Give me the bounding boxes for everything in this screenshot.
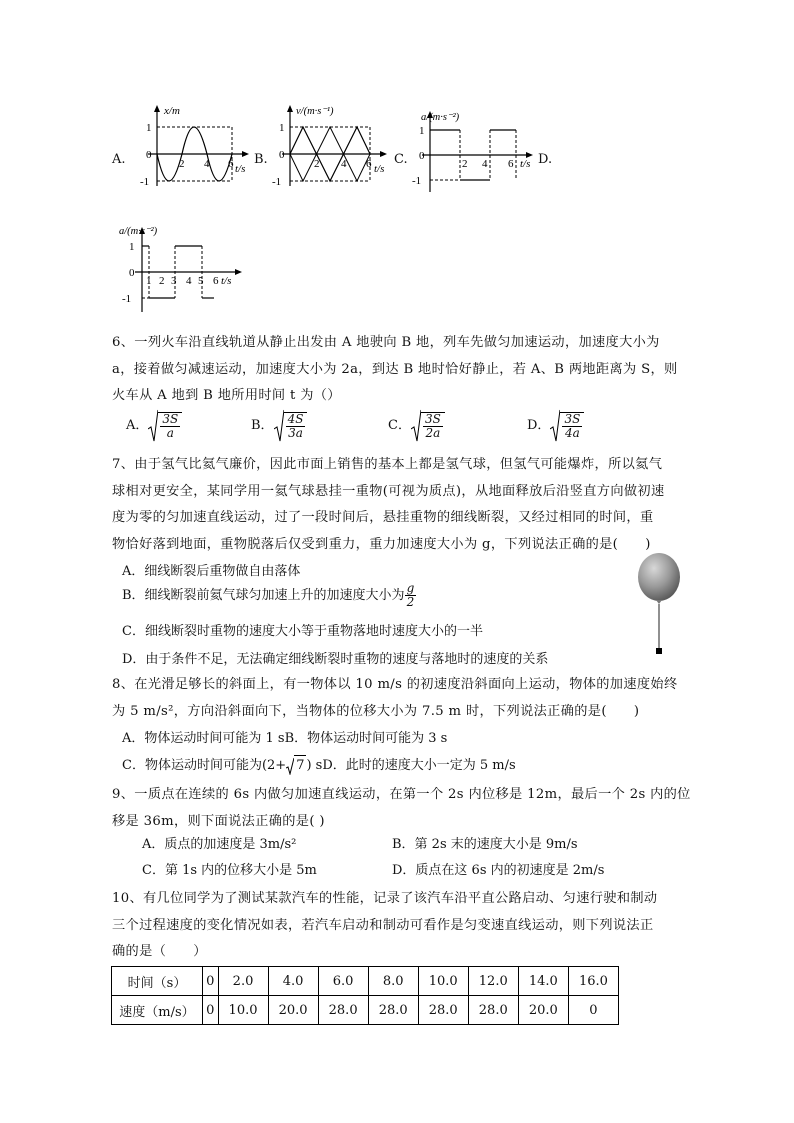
radical-sign-icon <box>148 409 158 443</box>
q8-option-c-prefix: C．物体运动时间可能为(2+ <box>122 757 287 773</box>
q7-option-c: C．细线断裂时重物的速度大小等于重物落地时速度大小的一半 <box>122 624 483 639</box>
q6-option-b-sqrt <box>274 409 308 443</box>
table-cell: 8.0 <box>368 967 418 996</box>
graph-b-option-label: B. <box>254 152 268 167</box>
graph-c-plot <box>406 102 534 192</box>
graph-a-tick-4: 4 <box>204 158 210 170</box>
q6-option-b-den: 3a <box>288 426 303 440</box>
graph-c-tick-4: 4 <box>482 158 488 170</box>
q10-line-1: 10、有几位同学为了测试某款汽车的性能，记录了该汽车沿平直公路启动、匀速行驶和制动 <box>112 891 658 906</box>
q7-option-b-text: B．细线断裂前氦气球匀加速上升的加速度大小为 <box>122 587 405 603</box>
q6-option-a-num: 3S <box>162 412 179 426</box>
graph-d-tick-1: 1 <box>146 275 152 287</box>
graph-c-option-label: C. <box>394 152 408 167</box>
q6-line-2: a，接着做匀减速运动，加速度大小为 2a，到达 B 地时恰好静止，若 A、B 两地距离为 S，则 <box>112 361 678 377</box>
q6-option-d-sqrt <box>550 409 584 443</box>
q6-line-3: 火车从 A 地到 B 地所用时间 t 为（） <box>112 388 341 403</box>
graph-b-tick-2: 2 <box>314 158 320 170</box>
graph-a-yneg: -1 <box>140 176 150 188</box>
q6-line-1: 6、一列火车沿直线轨道从静止出发由 A 地驶向 B 地，列车先做匀加速运动，加速度大小为 <box>112 335 660 350</box>
q6-option-d <box>527 409 584 443</box>
table-row <box>112 967 619 996</box>
table-cell: 4.0 <box>268 967 318 996</box>
q10-data-table <box>111 966 619 1025</box>
graph-d-option-label: D. <box>538 152 553 167</box>
table-row <box>112 996 619 1025</box>
table-cell: 28.0 <box>418 996 468 1025</box>
graph-b-tick-6: 6 <box>366 158 372 170</box>
table-cell: 0 <box>568 996 618 1025</box>
q8-option-c-suffix: ) sD．此时的速度大小一定为 5 m/s <box>306 757 516 773</box>
q7-line-2: 球相对更安全，某同学用一氦气球悬挂一重物(可视为质点)，从地面释放后沿竖直方向做初速 <box>112 483 665 499</box>
graph-d <box>115 222 245 312</box>
balloon-illustration <box>634 552 684 662</box>
graph-c-ypos: 1 <box>419 125 425 137</box>
q6-options <box>126 407 686 447</box>
table-cell: 6.0 <box>318 967 368 996</box>
graph-b-tick-4: 4 <box>341 158 347 170</box>
table-cell: 28.0 <box>368 996 418 1025</box>
q10-line-3: 确的是（ ） <box>112 944 207 959</box>
graph-a-origin: 0 <box>146 149 152 161</box>
q10-line-2: 三个过程速度的变化情况如表，若汽车启动和制动可看作是匀变速直线运动，则下列说法正 <box>112 917 654 933</box>
q8-option-c-radicand: 7 <box>294 755 306 776</box>
table-header-time: 时间（s） <box>112 967 203 996</box>
q6-option-c <box>388 409 445 443</box>
table-cell: 28.0 <box>318 996 368 1025</box>
q6-option-c-den: 2a <box>425 426 441 440</box>
q8-option-ab: A．物体运动时间可能为 1 sB．物体运动时间可能为 3 s <box>122 731 448 746</box>
graph-d-ylabel: a/(m·s⁻²) <box>119 226 158 237</box>
table-cell: 10.0 <box>418 967 468 996</box>
graph-a-option-label: A. <box>112 152 126 167</box>
table-cell: 2.0 <box>218 967 268 996</box>
q7-option-b-den: 2 <box>406 595 415 609</box>
table-cell: 16.0 <box>568 967 618 996</box>
graph-a <box>112 102 252 192</box>
table-cell: 20.0 <box>518 996 568 1025</box>
q6-option-a-label: A． <box>126 418 149 433</box>
graph-c-tick-2: 2 <box>462 158 468 170</box>
q9-line-2: 移是 36m，则下面说法正确的是( ) <box>112 813 325 829</box>
q6-option-c-label: C． <box>388 418 411 433</box>
graph-a-tick-6: 6 <box>228 158 234 170</box>
graph-a-xlabel: t/s <box>235 163 246 175</box>
q6-option-b-label: B． <box>251 418 274 433</box>
q6-option-a <box>126 409 182 443</box>
q7-option-d: D．由于条件不足，无法确定细线断裂时重物的速度与落地时的速度的关系 <box>122 652 549 667</box>
graph-b-ypos: 1 <box>279 122 285 134</box>
graph-b-origin: 0 <box>279 149 285 161</box>
graph-d-xlabel: t/s <box>221 275 232 287</box>
graph-a-tick-2: 2 <box>179 158 185 170</box>
graph-d-tick-2: 2 <box>159 275 165 287</box>
question-6 <box>112 330 687 410</box>
question-7 <box>112 452 687 558</box>
q8-line-2: 为 5 m/s²，方向沿斜面向下，当物体的位移大小为 7.5 m 时，下列说法正确的是( ) <box>112 703 640 719</box>
table-cell: 0 <box>203 996 219 1025</box>
q6-option-c-num: 3S <box>424 412 441 426</box>
q7-option-b-fraction <box>405 582 417 609</box>
q9-option-b: B．第 2s 末的速度大小是 9m/s <box>392 837 578 852</box>
graph-c-tick-6: 6 <box>508 158 514 170</box>
q7-option-b-num: g <box>406 581 415 595</box>
graph-d-tick-3: 3 <box>171 275 177 287</box>
graph-c-ylabel: a/(m·s⁻²) <box>421 112 460 123</box>
graph-d-tick-5: 5 <box>198 275 204 287</box>
graph-b-xlabel: t/s <box>374 163 385 175</box>
q7-line-1: 7、由于氢气比氦气廉价，因此市面上销售的基本上都是氢气球，但氢气可能爆炸，所以氦气 <box>112 457 663 472</box>
q6-option-d-num: 3S <box>564 412 581 426</box>
radical-sign-icon <box>286 757 294 775</box>
q8-line-1: 8、在光滑足够长的斜面上，有一物体以 10 m/s 的初速度沿斜面向上运动，物体的加速度始终 <box>112 677 678 692</box>
q9-option-d: D．质点在这 6s 内的初速度是 2m/s <box>392 863 605 878</box>
q9-option-a: A．质点的加速度是 3m/s² <box>142 837 297 852</box>
q6-option-d-den: 4a <box>564 426 580 440</box>
table-cell: 10.0 <box>218 996 268 1025</box>
graph-b-yneg: -1 <box>272 176 282 188</box>
q6-option-a-sqrt <box>148 409 182 443</box>
q7-option-b <box>122 582 416 609</box>
table-cell: 12.0 <box>468 967 518 996</box>
graph-c <box>394 102 564 192</box>
q7-option-a: A．细线断裂后重物做自由落体 <box>122 564 301 579</box>
graph-d-yneg: -1 <box>122 293 132 305</box>
graph-d-tick-4: 4 <box>186 275 192 287</box>
graph-a-ypos: 1 <box>146 122 152 134</box>
table-cell: 14.0 <box>518 967 568 996</box>
graph-b-plot <box>266 102 394 192</box>
question-8 <box>112 672 687 725</box>
graph-c-yneg: -1 <box>412 175 422 187</box>
q9-line-1: 9、一质点在连续的 6s 内做匀加速直线运动，在第一个 2s 内位移是 12m，最后一个 2s 内的位 <box>112 787 691 802</box>
q6-option-b-num: 4S <box>287 412 304 426</box>
graph-a-plot <box>124 102 252 192</box>
q9-option-c: C．第 1s 内的位移大小是 5m <box>142 863 317 878</box>
q8-option-cd <box>122 755 516 776</box>
table-header-speed: 速度（m/s） <box>112 996 203 1025</box>
table-cell: 20.0 <box>268 996 318 1025</box>
question-10 <box>112 886 692 966</box>
q7-line-3: 度为零的匀加速直线运动，过了一段时间后，悬挂重物的细线断裂，又经过相同的时间，重 <box>112 510 654 525</box>
graph-b-ylabel: v/(m·s⁻¹) <box>296 106 334 117</box>
question-9 <box>112 782 692 835</box>
graph-a-ylabel: x/m <box>164 105 180 117</box>
table-cell: 28.0 <box>468 996 518 1025</box>
graph-d-origin: 0 <box>129 267 135 279</box>
radical-sign-icon <box>274 409 284 443</box>
q6-option-d-label: D． <box>527 418 551 433</box>
q6-option-a-den: a <box>166 426 174 440</box>
graph-c-origin: 0 <box>419 150 425 162</box>
q6-option-c-sqrt <box>411 409 445 443</box>
q6-option-b <box>251 409 307 443</box>
radical-sign-icon <box>411 409 421 443</box>
graph-d-ypos: 1 <box>129 241 135 253</box>
q7-line-4: 物恰好落到地面，重物脱落后仅受到重力，重力加速度大小为 g，下列说法正确的是( ) <box>112 536 651 552</box>
graph-c-xlabel: t/s <box>520 158 531 170</box>
table-cell: 0 <box>203 967 219 996</box>
graph-d-tick-6: 6 <box>213 275 219 287</box>
graph-b <box>254 102 394 192</box>
graph-d-plot <box>115 222 245 312</box>
radical-sign-icon <box>550 409 560 443</box>
